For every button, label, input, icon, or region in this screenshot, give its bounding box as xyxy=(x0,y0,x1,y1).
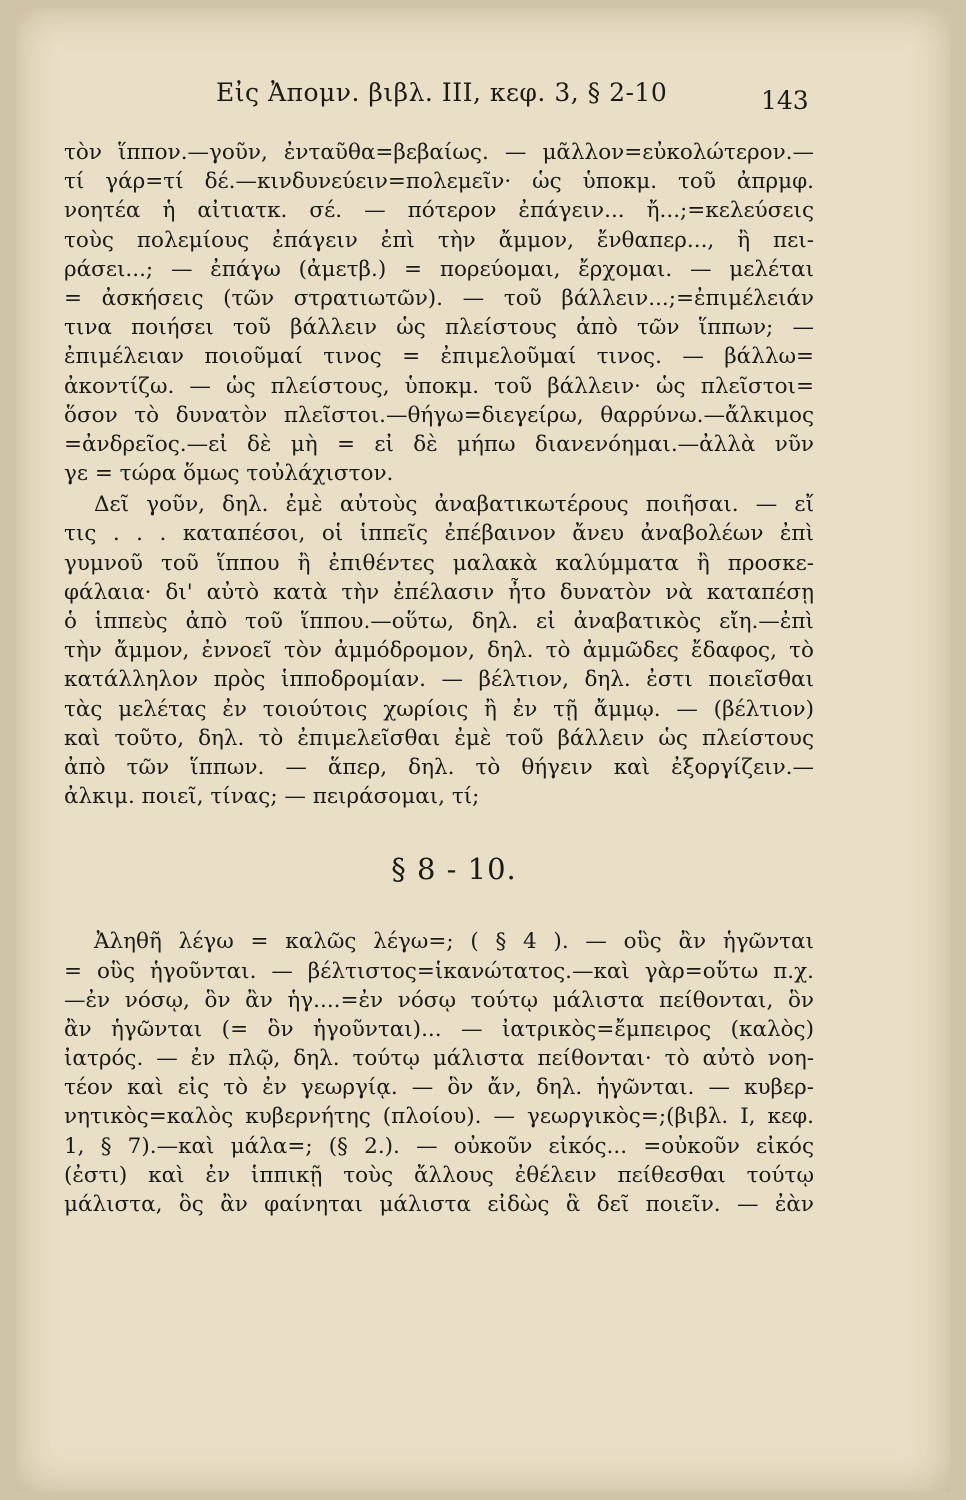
text-line: Δεῖ γοῦν, δηλ. ἐμὲ αὐτοὺς ἀναβατικωτέρους ποιῆσαι. — εἴ xyxy=(94,492,814,518)
text-line: ὅσον τὸ δυνατὸν πλεῖστοι.—θήγω=διεγείρω, θαρρύνω.—ἄλκιμος xyxy=(64,402,814,428)
text-line: = ἀσκήσεις (τῶν στρατιωτῶν). — τοῦ βάλλειν...;=ἐπιμέλειάν xyxy=(64,285,814,311)
text-line: τὸν ἵππον.—γοῦν, ἐνταῦθα=βεβαίως. — μᾶλλον=εὐκολώτερον.— xyxy=(64,140,814,165)
text-line: ἀπὸ τῶν ἵππων. — ἅπερ, δηλ. τὸ θήγειν καὶ ἐξοργίζειν.— xyxy=(64,754,814,780)
page-body xyxy=(64,138,814,1219)
text-line: ἀκοντίζω. — ὡς πλείστους, ὑποκμ. τοῦ βάλλειν· ὡς πλεῖστοι= xyxy=(64,373,814,399)
text-line: ράσει...; — ἐπάγω (ἀμετβ.) = πορεύομαι, ἔρχομαι. — μελέται xyxy=(64,256,814,282)
text-line: φάλαια· δι' αὐτὸ κατὰ τὴν ἐπέλασιν ἦτο δυνατὸν νὰ καταπέσῃ xyxy=(64,579,814,605)
text-line: τί γάρ=τί δέ.—κινδυνεύειν=πολεμεῖν· ὡς ὑποκμ. τοῦ ἀπρμφ. xyxy=(64,169,814,195)
text-line: νοητέα ἡ αἰτιατκ. σέ. — πότερον ἐπάγειν... ἤ...;=κελεύσεις xyxy=(64,198,814,224)
text-line: —ἐν νόσῳ, ὃν ἂν ἡγ....=ἐν νόσῳ τούτῳ μάλιστα πείθονται, ὃν xyxy=(64,987,814,1013)
text-line: γυμνοῦ τοῦ ἵππου ἢ ἐπιθέντες μαλακὰ καλύμματα ἢ προσκε- xyxy=(64,550,814,576)
text-line: καὶ τοῦτο, δηλ. τὸ ἐπιμελεῖσθαι ἐμὲ τοῦ βάλλειν ὡς πλείστους xyxy=(64,725,814,751)
page-header xyxy=(16,78,950,118)
running-head: Εἰς Ἀπομν. βιβλ. ΙΙΙ, κεφ. 3, § 2-10 xyxy=(216,78,668,107)
book-page xyxy=(16,8,950,1492)
text-line: τὴν ἄμμον, ἐννοεῖ τὸν ἀμμόδρομον, δηλ. τὸ ἀμμῶδες ἔδαφος, τὸ xyxy=(64,638,814,664)
text-line: ἰατρός. — ἐν πλῷ, δηλ. τούτῳ μάλιστα πείθονται· τὸ αὐτὸ νοη- xyxy=(64,1046,814,1072)
text-line: νητικὸς=καλὸς κυβερνήτης (πλοίου). — γεωργικὸς=;(βιβλ. Ι, κεφ. xyxy=(64,1104,814,1130)
text-line: τινα ποιήσει τοῦ βάλλειν ὡς πλείστους ἀπὸ τῶν ἵππων; — xyxy=(64,315,814,341)
text-line: ἐπιμέλειαν ποιοῦμαί τινος = ἐπιμελοῦμαί τινος. — βάλλω= xyxy=(64,344,814,370)
text-line: τὰς μελέτας ἐν τοιούτοις χωρίοις ἢ ἐν τῇ ἄμμῳ. — (βέλτιον) xyxy=(64,696,814,722)
text-line: 1, § 7).—καὶ μάλα=; (§ 2.). — οὐκοῦν εἰκός... =οὐκοῦν εἰκός xyxy=(64,1133,814,1159)
text-line: = οὓς ἡγοῦνται. — βέλτιστος=ἱκανώτατος.—καὶ γὰρ=οὕτω π.χ. xyxy=(64,958,814,984)
text-line: ἂν ἡγῶνται (= ὃν ἡγοῦνται)... — ἰατρικὸς=ἔμπειρος (καλὸς) xyxy=(64,1016,814,1042)
section-heading: § 8 - 10. xyxy=(391,852,517,887)
text-line: ἀλκιμ. ποιεῖ, τίνας; — πειράσομαι, τί; xyxy=(64,784,480,810)
text-line: τοὺς πολεμίους ἐπάγειν ἐπὶ τὴν ἄμμον, ἔνθαπερ..., ἢ πει- xyxy=(64,227,814,253)
text-line: (ἐστι) καὶ ἐν ἱππικῇ τοὺς ἄλλους ἐθέλειν πείθεσθαι τούτῳ xyxy=(64,1162,814,1188)
text-line: ὁ ἱππεὺς ἀπὸ τοῦ ἵππου.—οὕτω, δηλ. εἰ ἀναβατικὸς εἴη.—ἐπὶ xyxy=(64,609,814,634)
text-line: μάλιστα, ὃς ἂν φαίνηται μάλιστα εἰδὼς ἃ δεῖ ποιεῖν. — ἐὰν xyxy=(64,1192,814,1217)
text-line: τις . . . καταπέσοι, οἱ ἱππεῖς ἐπέβαινον ἄνευ ἀναβολέων ἐπὶ xyxy=(64,521,814,547)
text-line: κατάλληλον πρὸς ἱπποδρομίαν. — βέλτιον, δηλ. ἐστι ποιεῖσθαι xyxy=(64,667,814,693)
text-line: =ἀνδρεῖος.—εἰ δὲ μὴ = εἰ δὲ μήπω διανενόημαι.—ἀλλὰ νῦν xyxy=(64,431,814,457)
text-line: γε = τώρα ὅμως τοὐλάχιστον. xyxy=(64,461,394,487)
text-line: τέον καὶ εἰς τὸ ἐν γεωργίᾳ. — ὃν ἄν, δηλ. ἡγῶνται. — κυβερ- xyxy=(64,1075,814,1101)
text-line: Ἀληθῆ λέγω = καλῶς λέγω=; ( § 4 ). — οὓς ἂν ἡγῶνται xyxy=(94,929,814,955)
page-number: 143 xyxy=(761,86,809,115)
